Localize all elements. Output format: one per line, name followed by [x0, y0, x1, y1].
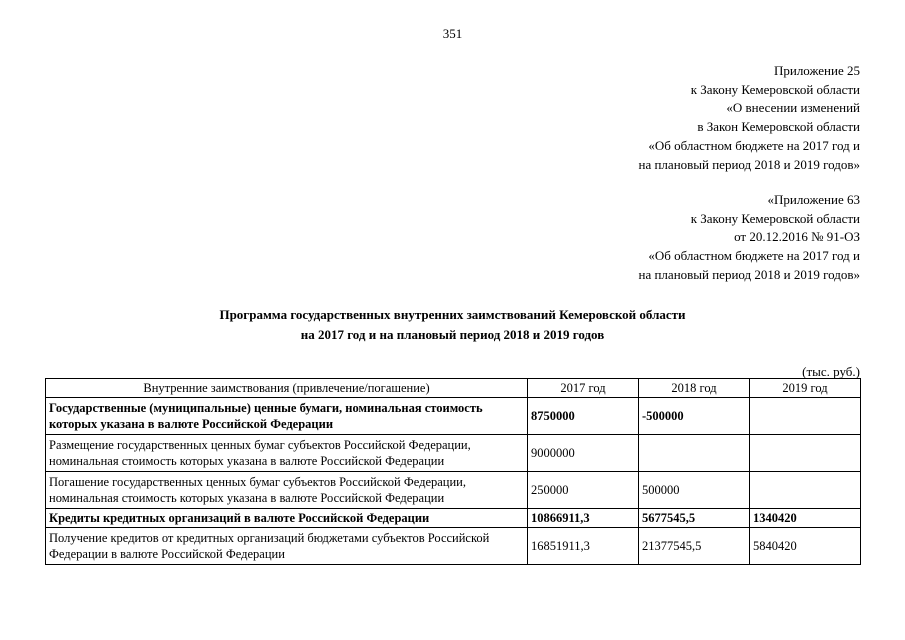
table-row — [46, 528, 861, 565]
appendix-1-line: «Об областном бюджете на 2017 год и — [648, 137, 860, 153]
value-2018: 21377545,5 — [639, 528, 750, 565]
appendix-2-line: от 20.12.2016 № 91-ОЗ — [734, 229, 860, 245]
title-line-2: на 2017 год и на плановый период 2018 и 2019 годов — [300, 327, 605, 342]
table-row — [46, 398, 861, 435]
units-label: (тыс. руб.) — [802, 364, 860, 379]
appendix-1-line: на плановый период 2018 и 2019 годов» — [638, 156, 860, 172]
appendix-1-line: в Закон Кемеровской области — [697, 119, 860, 135]
value-2019: 5840420 — [750, 528, 861, 565]
header-2017: 2017 год — [528, 379, 639, 398]
value-2017: 250000 — [528, 472, 639, 509]
table-header-row — [46, 379, 861, 398]
document-title — [0, 305, 905, 345]
value-2019: 1340420 — [750, 509, 861, 528]
table-row — [46, 435, 861, 472]
header-2019: 2019 год — [750, 379, 861, 398]
appendix-1-line: Приложение 25 — [773, 63, 860, 78]
value-2017: 9000000 — [528, 435, 639, 472]
row-name: Получение кредитов от кредитных организаций бюджетами субъектов Российской Федерации в валюте Российской Федерации — [46, 528, 528, 565]
appendix-2-line: к Закону Кемеровской области — [690, 210, 860, 226]
value-2018: -500000 — [639, 398, 750, 435]
row-name: Погашение государственных ценных бумаг субъектов Российской Федерации, номинальная стоимость которых указана в валюте Российской Федерации — [46, 472, 528, 509]
borrowing-table — [45, 378, 861, 565]
appendix-2-line: «Приложение 63 — [767, 192, 860, 207]
appendix-header-2 — [639, 191, 861, 285]
value-2017: 10866911,3 — [528, 509, 639, 528]
header-2018: 2018 год — [639, 379, 750, 398]
appendix-2-line: на плановый период 2018 и 2019 годов» — [638, 266, 860, 282]
row-name: Кредиты кредитных организаций в валюте Российской Федерации — [46, 509, 528, 528]
page-number: 351 — [442, 26, 463, 41]
value-2019 — [750, 472, 861, 509]
value-2018 — [639, 435, 750, 472]
appendix-1-line: «О внесении изменений — [726, 100, 860, 116]
table-row — [46, 509, 861, 528]
header-name: Внутренние заимствования (привлечение/погашение) — [46, 379, 528, 398]
row-name: Государственные (муниципальные) ценные бумаги, номинальная стоимость которых указана в валюте Российской Федерации — [46, 398, 528, 435]
row-name: Размещение государственных ценных бумаг субъектов Российской Федерации, номинальная стоимость которых указана в валюте Российской Федерации — [46, 435, 528, 472]
value-2018: 5677545,5 — [639, 509, 750, 528]
appendix-header-1 — [639, 62, 861, 174]
appendix-1-line: к Закону Кемеровской области — [690, 81, 860, 97]
title-line-1: Программа государственных внутренних заимствований Кемеровской области — [219, 307, 686, 322]
value-2019 — [750, 398, 861, 435]
value-2018: 500000 — [639, 472, 750, 509]
table-row — [46, 472, 861, 509]
value-2017: 16851911,3 — [528, 528, 639, 565]
value-2019 — [750, 435, 861, 472]
appendix-2-line: «Об областном бюджете на 2017 год и — [648, 248, 860, 264]
value-2017: 8750000 — [528, 398, 639, 435]
